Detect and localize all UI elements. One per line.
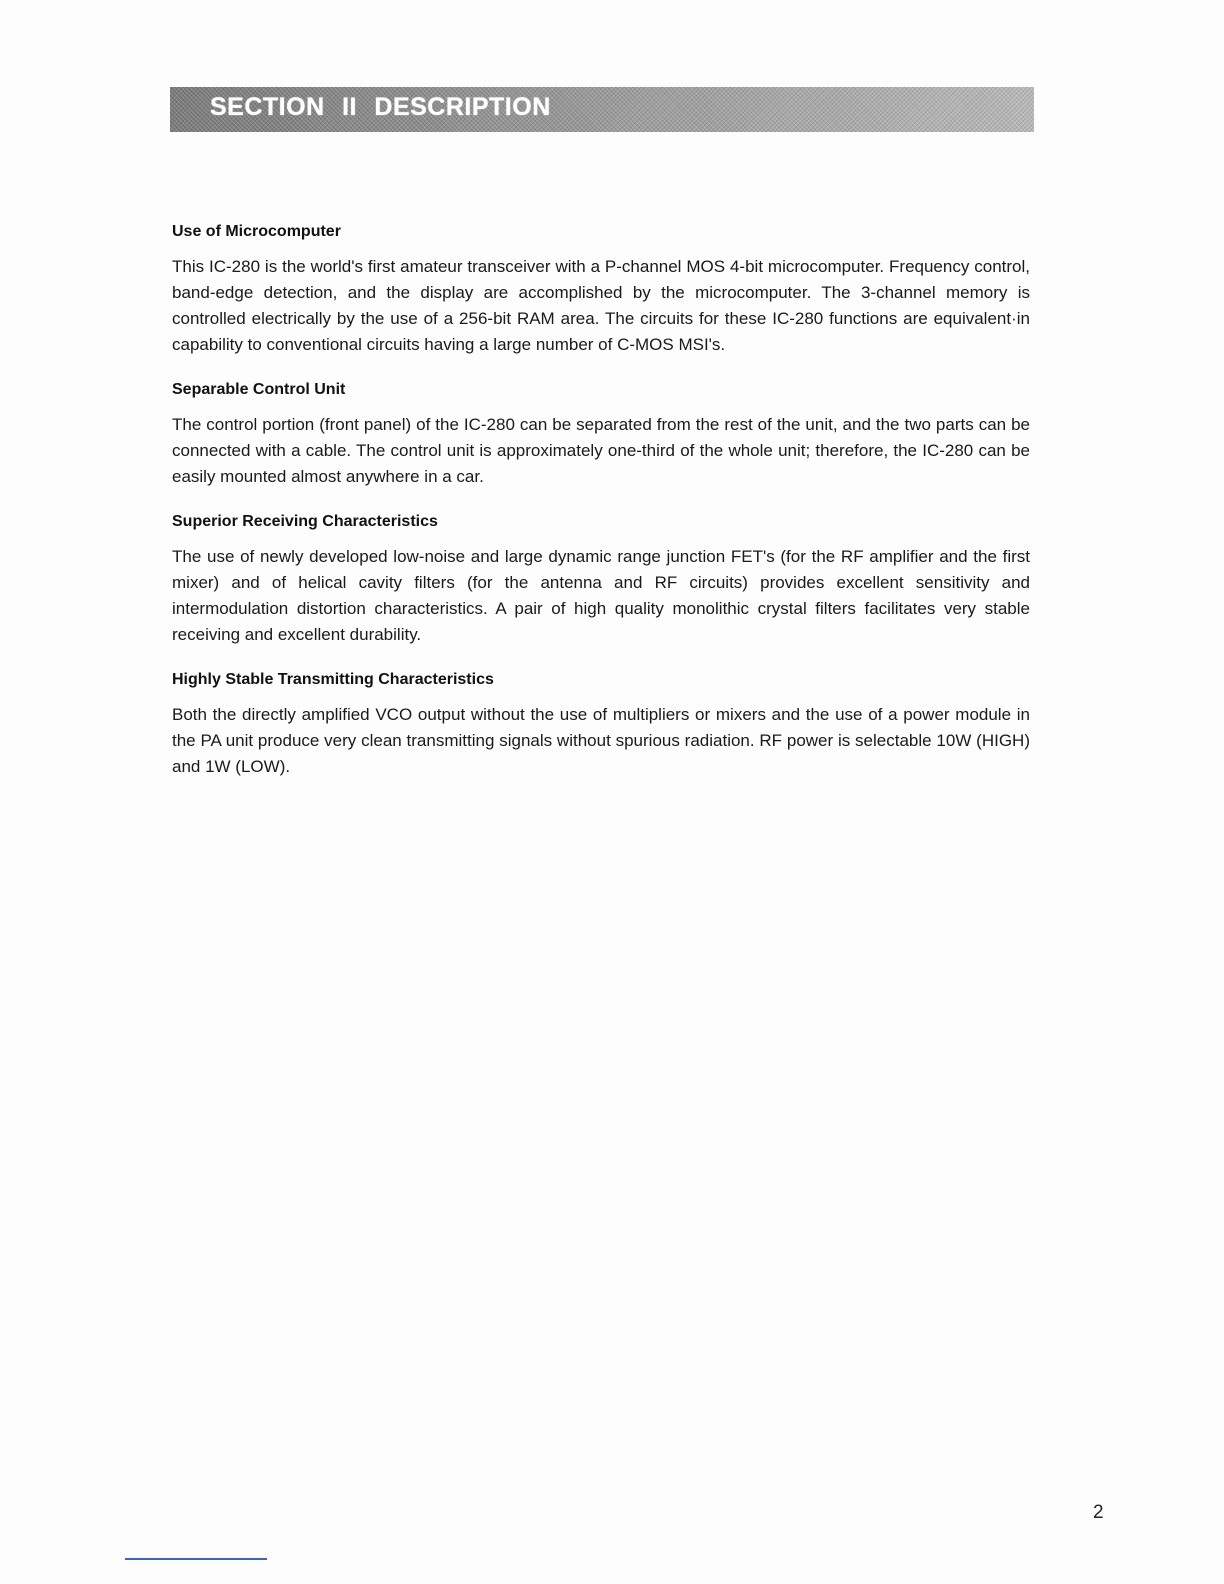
- footer-rule: [125, 1558, 267, 1560]
- subheading-microcomputer: Use of Microcomputer: [172, 223, 341, 240]
- subheading-receiving: Superior Receiving Characteristics: [172, 513, 438, 530]
- paragraph-control-unit: The control portion (front panel) of the IC-280 can be separated from the rest of the unit, and the two parts can be connected with a cable. The control unit is approximately one-third of the whole unit; therefore, the IC-280 can be easily mounted almost anywhere in a car.: [172, 415, 1030, 486]
- paragraph-microcomputer: This IC-280 is the world's first amateur transceiver with a P-channel MOS 4-bit microcomputer. Frequency control, band-edge detection, and the display are accomplished by the microcomputer. The 3-channel memory is controlled electrically by the use of a 256-bit RAM area. The circuits for these IC-280 functions are equivalent·in capability to conventional circuits having a large number of C-MOS MSI's.: [172, 257, 1030, 354]
- section-block-receiving: [172, 512, 1030, 648]
- section-block-transmitting: [172, 670, 1030, 780]
- paragraph-receiving: The use of newly developed low-noise and large dynamic range junction FET's (for the RF amplifier and the first mixer) and of helical cavity filters (for the antenna and RF circuits) provides excellent sensitivity and intermodulation distortion characteristics. A pair of high quality monolithic crystal filters facilitates very stable receiving and excellent durability.: [172, 547, 1030, 644]
- subheading-transmitting: Highly Stable Transmitting Characteristics: [172, 671, 494, 688]
- page-number: 2: [1093, 1502, 1104, 1523]
- paragraph-transmitting: Both the directly amplified VCO output without the use of multipliers or mixers and the use of a power module in the PA unit produce very clean transmitting signals without spurious radiation. RF power is selectable 10W (HIGH) and 1W (LOW).: [172, 705, 1030, 776]
- section-block-microcomputer: [172, 222, 1030, 358]
- section-title: SECTION II DESCRIPTION: [210, 93, 551, 121]
- section-block-control-unit: [172, 380, 1030, 490]
- section-banner: [170, 87, 1034, 132]
- description-content: [172, 222, 1030, 802]
- subheading-control-unit: Separable Control Unit: [172, 381, 346, 398]
